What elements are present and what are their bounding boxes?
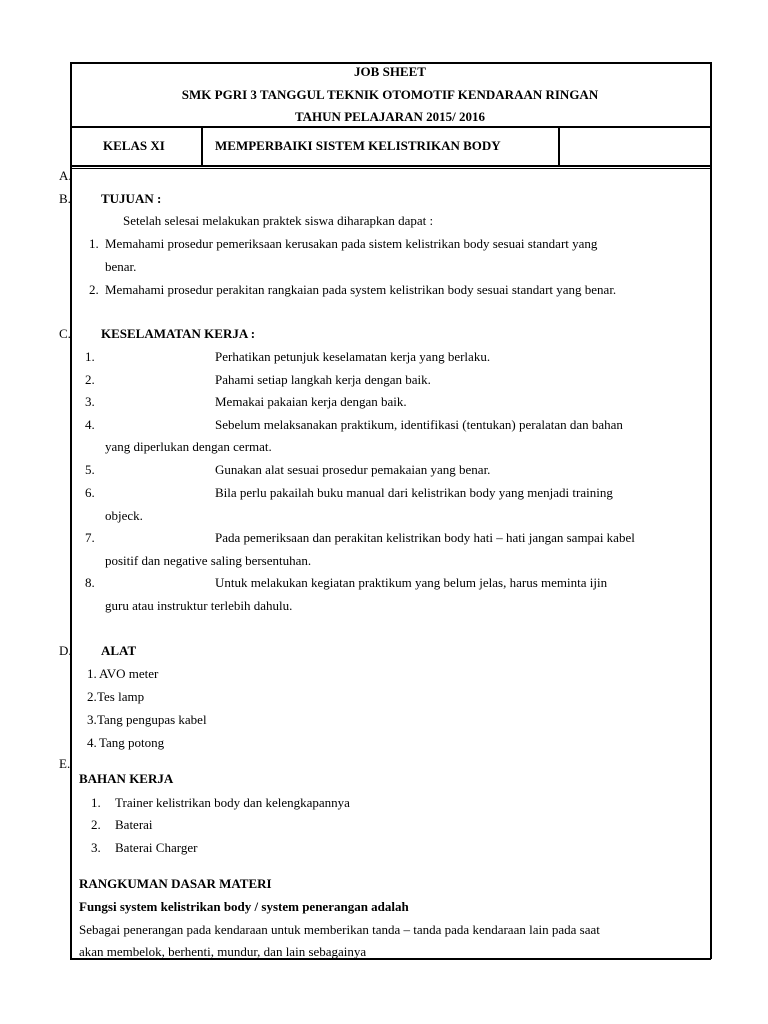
tujuan-item-1-line1: Memahami prosedur pemeriksaan kerusakan pada sistem kelistrikan body sesuai standart yang bbox=[105, 236, 598, 251]
table-divider-header bbox=[70, 126, 711, 128]
marker-b: B. bbox=[59, 191, 71, 206]
keselamatan-item-6-line2: objeck. bbox=[105, 508, 143, 523]
alat-item-4-text: Tang potong bbox=[99, 735, 165, 750]
bahan-item-3-num: 3. bbox=[91, 840, 101, 855]
keselamatan-item-6-line1: Bila perlu pakailah buku manual dari kelistrikan body yang menjadi training bbox=[215, 485, 613, 500]
keselamatan-item-1-num: 1. bbox=[85, 349, 95, 364]
table-border-right bbox=[710, 62, 712, 959]
alat-title: ALAT bbox=[101, 643, 137, 658]
table-col-divider-1 bbox=[201, 126, 203, 166]
bahan-item-1-num: 1. bbox=[91, 795, 101, 810]
alat-item-4-num: 4. bbox=[87, 735, 97, 750]
keselamatan-item-8-num: 8. bbox=[85, 575, 95, 590]
bahan-item-2-text: Baterai bbox=[115, 817, 153, 832]
marker-d: D. bbox=[59, 643, 72, 658]
alat-item-1-num: 1. bbox=[87, 666, 97, 681]
rangkuman-line-2: akan membelok, berhenti, mundur, dan lain sebagainya bbox=[79, 944, 367, 959]
tujuan-item-2-num: 2. bbox=[89, 282, 99, 297]
keselamatan-item-7-line2: positif dan negative saling bersentuhan. bbox=[105, 553, 312, 568]
alat-item-2-num: 2. bbox=[87, 689, 97, 704]
table-divider-kelas bbox=[70, 165, 711, 167]
alat-item-2-text: Tes lamp bbox=[97, 689, 145, 704]
tujuan-intro: Setelah selesai melakukan praktek siswa diharapkan dapat : bbox=[123, 213, 434, 228]
alat-item-3-num: 3. bbox=[87, 712, 97, 727]
keselamatan-item-3-num: 3. bbox=[85, 394, 95, 409]
header-school: SMK PGRI 3 TANGGUL TEKNIK OTOMOTIF KENDARAAN RINGAN bbox=[181, 87, 599, 102]
bahan-item-2-num: 2. bbox=[91, 817, 101, 832]
bahan-title: BAHAN KERJA bbox=[79, 771, 174, 786]
marker-e: E. bbox=[59, 756, 71, 771]
keselamatan-item-4-num: 4. bbox=[85, 417, 95, 432]
keselamatan-item-5-num: 5. bbox=[85, 462, 95, 477]
keselamatan-item-2-num: 2. bbox=[85, 372, 95, 387]
keselamatan-item-4-line2: yang diperlukan dengan cermat. bbox=[105, 439, 272, 454]
keselamatan-item-3-line1: Memakai pakaian kerja dengan baik. bbox=[215, 394, 407, 409]
tujuan-item-2-line1: Memahami prosedur perakitan rangkaian pada system kelistrikan body sesuai standart yang benar. bbox=[105, 282, 617, 297]
rangkuman-line-1: Sebagai penerangan pada kendaraan untuk memberikan tanda – tanda pada kendaraan lain pada saat bbox=[79, 922, 600, 937]
keselamatan-item-7-num: 7. bbox=[85, 530, 95, 545]
table-col-divider-2 bbox=[558, 126, 560, 166]
header-kelas: KELAS XI bbox=[103, 138, 165, 153]
header-job-sheet: JOB SHEET bbox=[354, 64, 426, 79]
header-topic: MEMPERBAIKI SISTEM KELISTRIKAN BODY bbox=[215, 138, 501, 153]
keselamatan-item-6-num: 6. bbox=[85, 485, 95, 500]
tujuan-item-1-line2: benar. bbox=[105, 259, 137, 274]
rangkuman-title: RANGKUMAN DASAR MATERI bbox=[79, 876, 272, 891]
keselamatan-item-7-line1: Pada pemeriksaan dan perakitan kelistrikan body hati – hati jangan sampai kabel bbox=[215, 530, 635, 545]
keselamatan-item-5-line1: Gunakan alat sesuai prosedur pemakaian yang benar. bbox=[215, 462, 491, 477]
alat-item-1-text: AVO meter bbox=[99, 666, 159, 681]
keselamatan-item-8-line2: guru atau instruktur terlebih dahulu. bbox=[105, 598, 293, 613]
table-divider-kelas-2 bbox=[70, 168, 711, 169]
marker-c: C. bbox=[59, 326, 71, 341]
bahan-item-1-text: Trainer kelistrikan body dan kelengkapannya bbox=[115, 795, 350, 810]
alat-item-3-text: Tang pengupas kabel bbox=[97, 712, 207, 727]
tujuan-title: TUJUAN : bbox=[101, 191, 162, 206]
bahan-item-3-text: Baterai Charger bbox=[115, 840, 198, 855]
keselamatan-item-4-line1: Sebelum melaksanakan praktikum, identifikasi (tentukan) peralatan dan bahan bbox=[215, 417, 623, 432]
rangkuman-subtitle: Fungsi system kelistrikan body / system penerangan adalah bbox=[79, 899, 409, 914]
keselamatan-title: KESELAMATAN KERJA : bbox=[101, 326, 256, 341]
marker-a: A. bbox=[59, 168, 72, 183]
keselamatan-item-2-line1: Pahami setiap langkah kerja dengan baik. bbox=[215, 372, 431, 387]
header-year: TAHUN PELAJARAN 2015/ 2016 bbox=[294, 109, 486, 124]
keselamatan-item-1-line1: Perhatikan petunjuk keselamatan kerja yang berlaku. bbox=[215, 349, 491, 364]
keselamatan-item-8-line1: Untuk melakukan kegiatan praktikum yang belum jelas, harus meminta ijin bbox=[215, 575, 608, 590]
tujuan-item-1-num: 1. bbox=[89, 236, 99, 251]
